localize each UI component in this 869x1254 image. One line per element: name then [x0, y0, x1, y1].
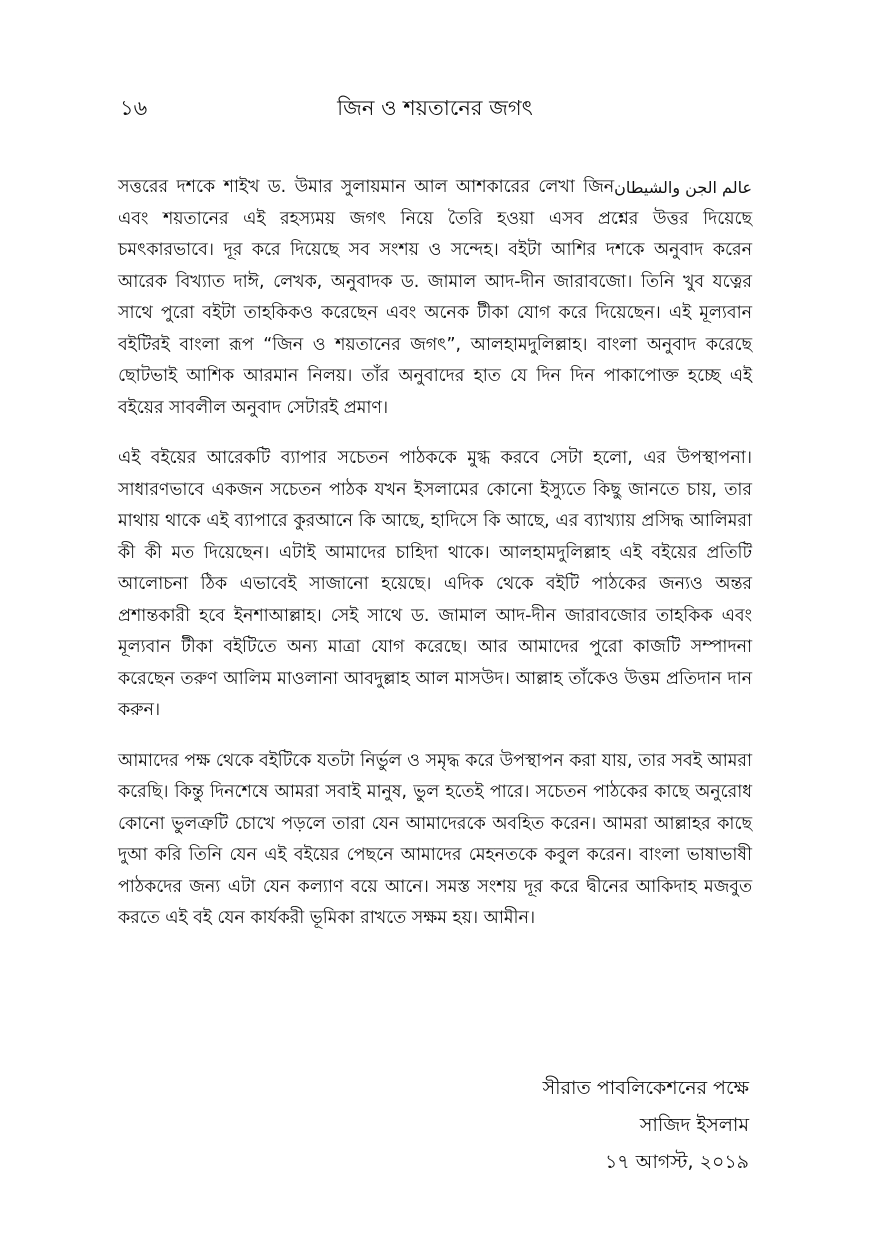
signature-name: সাজিদ ইসলাম — [639, 1114, 749, 1136]
paragraph-1-lead: সত্তরের দশকে শাইখ ড. উমার সুলায়মান আল আশকারের লেখা — [118, 177, 575, 197]
page-header — [120, 92, 750, 132]
paragraph-1-text: জিন এবং শয়তানের এই রহস্যময় জগৎ নিয়ে তৈরি হওয়া এসব প্রশ্নের উত্তর দিয়েছে চমৎকারভাবে। দূর করে দিয়েছে সব সংশয় ও সন্দেহ। বইটা আশির দশকে অনুবাদ করেন আরেক বিখ্যাত দাঈ, লেখক, অনুবাদক ড. জামাল আদ-দীন জারাবজো। তিনি খুব যত্নের সাথে পুরো বইটা তাহকিকও করেছেন এবং অনেক টীকা যোগ করে দিয়েছেন। এই মূল্যবান বইটিরই বাংলা রূপ “জিন ও শয়তানের জগৎ”, আলহামদুলিল্লাহ। বাংলা অনুবাদ করেছে ছোটভাই আশিক আরমান নিলয়। তাঁর অনুবাদের হাত যে দিন দিন পাকাপোক্ত হচ্ছে এই বইয়ের সাবলীল অনুবাদ সেটারই প্রমাণ। — [118, 177, 752, 418]
arabic-book-title: عالم الجن والشيطان — [614, 178, 752, 197]
signature-date: ১৭ আগস্ট, ২০১৯ — [604, 1151, 749, 1173]
signature-publisher: সীরাত পাবলিকেশনের পক্ষে — [542, 1077, 749, 1099]
page-number: ১৬ — [120, 96, 148, 120]
running-title: জিন ও শয়তানের জগৎ — [337, 96, 533, 120]
paragraph-2: এই বইয়ের আরেকটি ব্যাপার সচেতন পাঠককে মুগ্ধ করবে সেটা হলো, এর উপস্থাপনা। সাধারণভাবে একজন সচেতন পাঠক যখন ইসলামের কোনো ইস্যুতে কিছু জানতে চায়, তার মাথায় থাকে এই ব্যাপারে কুরআনে কি আছে, হাদিসে কি আছে, এর ব্যাখ্যায় প্রসিদ্ধ আলিমরা কী কী মত দিয়েছেন। এটাই আমাদের চাহিদা থাকে। আলহামদুলিল্লাহ এই বইয়ের প্রতিটি আলোচনা ঠিক এভাবেই সাজানো হয়েছে। এদিক থেকে বইটি পাঠকের জন্যও অন্তর প্রশান্তকারী হবে ইনশাআল্লাহ। সেই সাথে ড. জামাল আদ-দীন জারাবজোর তাহকিক এবং মূল্যবান টীকা বইটিতে অন্য মাত্রা যোগ করেছে। আর আমাদের পুরো কাজটি সম্পাদনা করেছেন তরুণ আলিম মাওলানা আবদুল্লাহ আল মাসউদ। আল্লাহ তাঁকেও উত্তম প্রতিদান দান করুন। — [118, 448, 752, 720]
signature-block — [543, 1070, 749, 1181]
paragraph-3: আমাদের পক্ষ থেকে বইটিকে যতটা নির্ভুল ও সমৃদ্ধ করে উপস্থাপন করা যায়, তার সবই আমরা করেছি। কিন্তু দিনশেষে আমরা সবাই মানুষ, ভুল হতেই পারে। সচেতন পাঠকের কাছে অনুরোধ কোনো ভুলত্রুটি চোখে পড়লে তারা যেন আমাদেরকে অবহিত করেন। আমরা আল্লাহর কাছে দুআ করি তিনি যেন এই বইয়ের পেছনে আমাদের মেহনতকে কবুল করেন। বাংলা ভাষাভাষী পাঠকদের জন্য এটা যেন কল্যাণ বয়ে আনে। সমস্ত সংশয় দূর করে দ্বীনের আকিদাহ মজবুত করতে এই বই যেন কার্যকরী ভূমিকা রাখতে সক্ষম হয়। আমীন। — [118, 750, 752, 928]
paragraph-1 — [118, 172, 752, 424]
body-text — [118, 172, 752, 935]
